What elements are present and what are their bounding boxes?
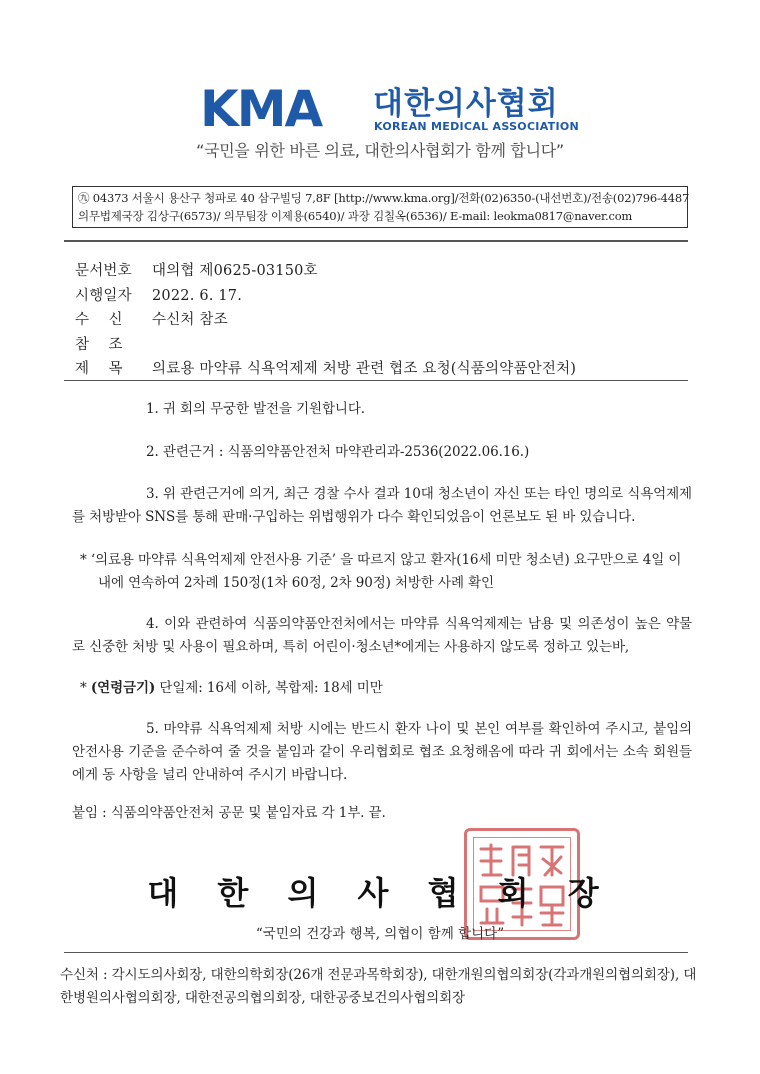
age-contraindication-text: 단일제: 16세 이하, 복합제: 18세 미만 — [155, 680, 383, 696]
org-name-kr: 대한의사협회 — [373, 86, 559, 122]
subject: 의료용 마약류 식욕억제제 처방 관련 협조 요청(식품의약품안전처) — [152, 361, 577, 377]
closing-slogan: “국민의 건강과 행복, 의협이 함께 합니다” — [255, 926, 505, 942]
doc-number-row — [75, 259, 318, 280]
paragraph-5: 5. 마약류 식욕억제제 처방 시에는 반드시 환자 나이 및 본인 여부를 확인하여 주시고, 붙임의 안전사용 기준을 준수하여 줄 것을 붙임과 같이 우리협회로 협조 요청해옴에 따라 귀 회에서는 소속 회원들에게 동 사항을 널리 안내하여 주시기 바랍니다. — [72, 721, 692, 783]
date-row — [75, 284, 242, 305]
paragraph-3: 3. 위 관련근거에 의거, 최근 경찰 수사 결과 10대 청소년이 자신 또는 타인 명의로 식욕억제제를 처방받아 SNS를 통해 판매·구입하는 위법행위가 다수 확인되었음이 언론보도 된 바 있습니다. — [72, 486, 692, 525]
recipient-label: 수 신 — [75, 312, 123, 328]
subject-row — [75, 357, 576, 378]
paragraph-4: 4. 이와 관련하여 식품의약품안전처에서는 마약류 식욕억제제는 남용 및 의존성이 높은 약물로 신중한 처방 및 사용이 필요하며, 특히 어린이·청소년*에게는 사용하지 않도록 정하고 있는바, — [72, 616, 692, 655]
issue-date: 2022. 6. 17. — [152, 288, 243, 304]
subject-label: 제 목 — [75, 361, 123, 377]
reference-label: 참 조 — [75, 337, 123, 353]
recipients-list: 수신처 : 각시도의사회장, 대한의학회장(26개 전문과목학회장), 대한개원의협의회장(각과개원의협의회장), 대한병원의사협의회장, 대한전공의협의회장, 대한공중보건의사협의회장 — [60, 967, 697, 1006]
note-2 — [80, 677, 383, 700]
footer-divider — [64, 952, 688, 953]
doc-number: 대의협 제0625-03150호 — [152, 263, 318, 279]
subject-divider — [64, 380, 688, 381]
attachment-line: 붙임 : 식품의약품안전처 공문 및 붙임자료 각 1부. 끝. — [72, 805, 386, 821]
kma-logo-mark: KMA — [200, 80, 322, 138]
paragraph-2: 2. 관련근거 : 식품의약품안전처 마약관리과-2536(2022.06.16.) — [146, 444, 530, 460]
note-2-mark: * — [80, 680, 91, 696]
reference-row — [75, 333, 152, 354]
paragraph-1: 1. 귀 회의 무궁한 발전을 기원합니다. — [146, 401, 366, 417]
contact-line-address: ㊈ 04373 서울시 용산구 청파로 40 삼구빌딩 7,8F [http://www.kma.org]/전화(02)6350-(내선번호)/전송(02)796-4487 — [78, 191, 690, 205]
org-name-en: KOREAN MEDICAL ASSOCIATION — [374, 120, 580, 133]
doc-number-label: 문서번호 — [75, 263, 132, 279]
sender-title: 대 한 의 사 협 회 장 — [147, 874, 613, 912]
age-contraindication-label: (연령금기) — [90, 680, 156, 696]
header-divider — [64, 240, 688, 242]
date-label: 시행일자 — [75, 288, 132, 304]
letterhead-slogan: “국민을 위한 바른 의료, 대한의사협회가 함께 합니다” — [196, 141, 564, 160]
recipient-row — [75, 308, 228, 329]
recipient: 수신처 참조 — [152, 312, 228, 328]
contact-line-staff: 의무법제국장 김상구(6573)/ 의무팀장 이제용(6540)/ 과장 김칠옥(6536)/ E-mail: leokma0817@naver.com — [78, 209, 633, 223]
note-1: * ‘의료용 마약류 식욕억제제 안전사용 기준’ 을 따르지 않고 환자(16세 미만 청소년) 요구만으로 4일 이내에 연속하여 2차례 150정(1차 60정, 2차 90정) 처방한 사례 확인 — [80, 552, 682, 591]
